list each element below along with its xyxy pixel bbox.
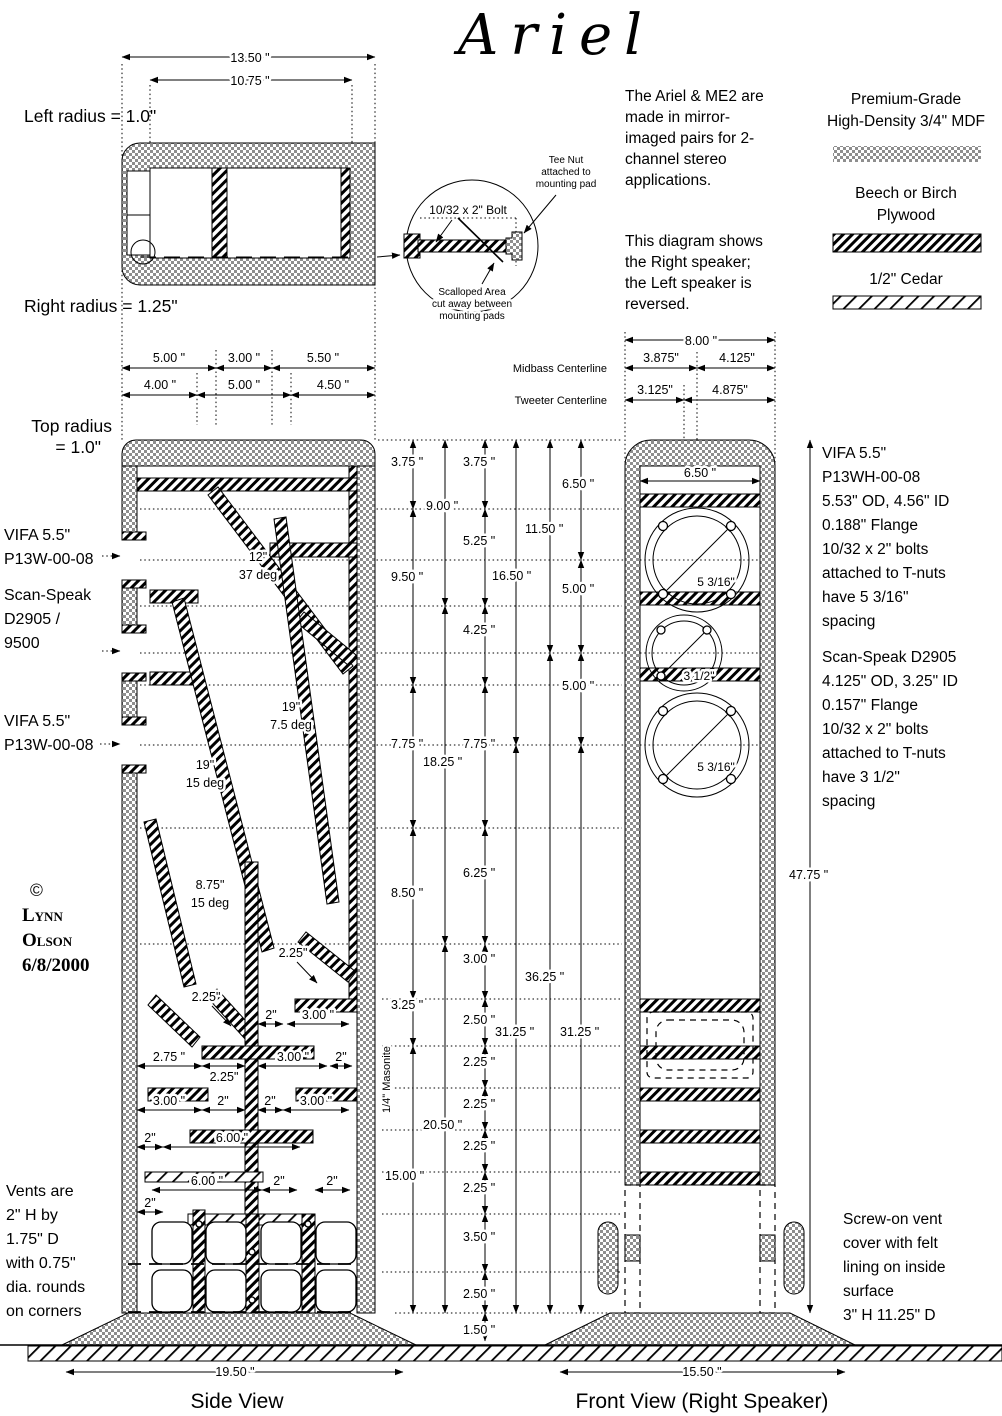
scan-spec-4: 10/32 x 2" bolts — [822, 721, 929, 738]
note-shows-3: the Left speaker is — [625, 275, 752, 292]
dim-c3-14: 1.50 " — [463, 1323, 496, 1337]
vifa-spec-5: 10/32 x 2" bolts — [822, 541, 929, 558]
midbass1-bolt-dim: 5 3/16" — [697, 575, 735, 589]
legend-plywood-swatch — [833, 234, 981, 252]
screw-3 — [249, 1249, 255, 1255]
side-front-wall-4 — [122, 773, 137, 1313]
dim-c3-10: 2.25 " — [463, 1139, 496, 1153]
front-bar-2 — [640, 1046, 760, 1059]
notes — [625, 88, 764, 313]
vifa1-label-1: VIFA 5.5" — [4, 527, 71, 544]
legend-mdf-swatch — [833, 146, 981, 162]
front-wall-patch-left — [625, 1235, 640, 1261]
bolt-shaft — [418, 240, 516, 252]
vent-cover-note-1: Screw-on vent — [843, 1211, 943, 1228]
top-view-brace — [212, 168, 227, 258]
lab-dim-11: 3.00 " — [299, 1094, 333, 1108]
top-radius-label-2: = 1.0" — [55, 437, 101, 457]
dim-c1-5: 3.25 " — [391, 998, 424, 1012]
dim-c3-11: 2.25 " — [463, 1181, 496, 1195]
title-block — [453, 3, 654, 68]
dim-c5-2: 36.25 " — [525, 970, 565, 984]
dim-c1-1: 3.75 " — [391, 455, 424, 469]
lab-dim-8: 3.00 " — [152, 1094, 186, 1108]
midbass-right-dim: 4.125" — [719, 351, 755, 365]
note-mirror-1: The Ariel & ME2 are — [625, 88, 764, 105]
tweeter-centerline-label: Tweeter Centerline — [514, 395, 607, 407]
dim-c3-4: 7.75 " — [463, 737, 496, 751]
note-mirror-5: applications. — [625, 172, 712, 189]
lab-dim-17: 2" — [144, 1196, 156, 1210]
note-mirror-4: channel stereo — [625, 151, 727, 168]
legend-plywood-label-1: Beech or Birch — [855, 185, 957, 202]
vents-note-2: 2" H by — [6, 1207, 58, 1224]
panel12-label-1: 12" — [248, 550, 268, 564]
front-bar-3 — [640, 1088, 760, 1101]
scallop-label-1: Scalloped Area — [438, 287, 506, 298]
legend-cedar-swatch — [833, 296, 981, 309]
scan-spec-6: have 3 1/2" — [822, 769, 900, 786]
scanspeak-label-1: Scan-Speak — [4, 587, 92, 604]
driver-specs — [822, 445, 958, 1324]
tweeter-left-dim: 3.125" — [637, 383, 673, 397]
front-plinth — [545, 1313, 855, 1345]
legend-plywood-label-2: Plywood — [876, 207, 936, 224]
lab-dim-14: 6.00 " — [190, 1174, 224, 1188]
left-driver-labels — [4, 527, 120, 754]
vents-note — [5, 1183, 85, 1320]
vent-6 — [206, 1270, 246, 1312]
scallop-label-2: cut away between — [431, 299, 513, 310]
top-shelf — [137, 478, 357, 491]
vifa-spec-7: have 5 3/16" — [822, 589, 909, 606]
side-dim-r1b: 3.00 " — [227, 351, 261, 365]
front-view-label: Front View (Right Speaker) — [575, 1390, 829, 1413]
lab-dim-5: 2.25" — [209, 1070, 239, 1084]
scanspeak-label-2: D2905 / — [4, 611, 61, 628]
front-bar-5 — [640, 1172, 760, 1185]
dim-c3-13: 2.50 " — [463, 1287, 496, 1301]
side-dim-r2c: 4.50 " — [316, 378, 350, 392]
vifa-spec-3: 5.53" OD, 4.56" ID — [822, 493, 950, 510]
vifa-spec-4: 0.188" Flange — [822, 517, 918, 534]
side-top-cap — [122, 440, 375, 466]
side-view-label: Side View — [190, 1390, 284, 1413]
bar-center-2 — [190, 1130, 313, 1143]
front-view — [545, 440, 855, 1345]
vent-cover-note-3: lining on inside — [843, 1259, 946, 1276]
dim-c3-3: 4.25 " — [463, 623, 496, 637]
scan-spec-5: attached to T-nuts — [822, 745, 946, 762]
panel19a-label-2: 7.5 deg — [270, 718, 312, 732]
mounting-detail — [404, 155, 596, 322]
side-dim-r2a: 4.00 " — [143, 378, 177, 392]
tweeter-right-dim: 4.875" — [712, 383, 748, 397]
front-shelf-1 — [640, 494, 760, 507]
floor — [0, 1345, 1002, 1361]
side-front-wall-2 — [122, 588, 137, 625]
note-mirror-2: made in mirror- — [625, 109, 731, 126]
top-view-inner-width: 10.75 " — [230, 74, 270, 88]
copyright-name-1: Lynn — [22, 905, 63, 926]
lab-dim-3: 3.00 " — [301, 1008, 335, 1022]
side-back-wall — [357, 466, 375, 1313]
vifa2-label-2: P13W-00-08 — [4, 737, 94, 754]
note-shows-4: reversed. — [625, 296, 690, 313]
tee-nut-label-1: Tee Nut — [548, 155, 584, 166]
vent-cover-note-5: 3" H 11.25" D — [843, 1307, 936, 1324]
front-bar-1 — [640, 999, 760, 1012]
vifa1-label-2: P13W-00-08 — [4, 551, 94, 568]
dim-c3-9: 2.25 " — [463, 1097, 496, 1111]
top-radius-label-1: Top radius — [31, 416, 112, 436]
panel12-label-2: 37 deg — [238, 568, 278, 582]
lab-dim-12: 2" — [144, 1131, 156, 1145]
lab-dim-7: 2" — [335, 1050, 347, 1064]
scan-spec-2: 4.125" OD, 3.25" ID — [822, 673, 958, 690]
tee-nut-label-3: mounting pad — [535, 179, 597, 190]
footer — [66, 1365, 845, 1413]
dim-height-overall: 47.75 " — [789, 868, 829, 882]
vifa-spec-1: VIFA 5.5" — [822, 445, 887, 462]
vifa2-label-1: VIFA 5.5" — [4, 713, 71, 730]
lab-dim-16: 2" — [326, 1174, 338, 1188]
scallop-label-3: mounting pads — [439, 311, 505, 322]
panel19b-label-1: 19" — [195, 758, 215, 772]
vifa-spec-8: spacing — [822, 613, 876, 630]
pad-1b — [122, 580, 146, 588]
tee-nut-label-2: attached to — [541, 167, 591, 178]
scanspeak-label-3: 9500 — [4, 635, 40, 652]
dim-c2-2: 18.25 " — [423, 755, 463, 769]
vent-cover-right — [784, 1222, 804, 1294]
legend-mdf-label-2: High-Density 3/4" MDF — [827, 113, 985, 130]
pad-2a — [122, 625, 146, 633]
note-mirror-3: imaged pairs for 2- — [625, 130, 755, 147]
scan-spec-3: 0.157" Flange — [822, 697, 918, 714]
center-divider — [245, 862, 258, 1214]
copyright-name-2: Olson — [22, 930, 73, 951]
material-legend — [827, 91, 985, 309]
midbass-centerline-label: Midbass Centerline — [512, 363, 607, 375]
top-view-port — [127, 171, 150, 255]
lab-dim-1: 2.25" — [191, 990, 221, 1004]
vifa-spec-2: P13WH-00-08 — [822, 469, 921, 486]
vents-note-5: dia. rounds — [6, 1279, 86, 1296]
screw-4 — [249, 1297, 255, 1303]
side-dim-r1a: 5.00 " — [152, 351, 186, 365]
dim-c4-1: 16.50 " — [492, 569, 532, 583]
vifa-spec-6: attached to T-nuts — [822, 565, 946, 582]
midbass-left-dim: 3.875" — [643, 351, 679, 365]
vent-8 — [316, 1270, 356, 1312]
lab-dim-2: 2" — [265, 1008, 277, 1022]
vents-note-3: 1.75" D — [6, 1231, 59, 1248]
side-front-wall-1 — [122, 466, 137, 532]
vent-5 — [152, 1270, 192, 1312]
vent-cover-note-4: surface — [843, 1283, 894, 1300]
bolt-label: 10/32 x 2" Bolt — [429, 203, 507, 217]
note-shows-1: This diagram shows — [625, 233, 763, 250]
front-cavity — [640, 466, 760, 1185]
pad-3b — [122, 765, 146, 773]
pad-2b — [122, 673, 146, 681]
front-overall-width-dim: 15.50 " — [682, 1365, 722, 1379]
dim-c6-3: 5.00 " — [562, 679, 595, 693]
vent-1 — [152, 1222, 192, 1264]
floor-hatch — [28, 1346, 1002, 1361]
lab-dim-10: 2" — [264, 1094, 276, 1108]
side-dim-r1c: 5.50 " — [306, 351, 340, 365]
copyright-date: 6/8/2000 — [22, 955, 90, 976]
vent-4 — [316, 1222, 356, 1264]
top-view-outer-width: 13.50 " — [230, 51, 270, 65]
legend-cedar-label: 1/2" Cedar — [869, 271, 943, 288]
copyright — [22, 880, 90, 976]
top-view — [24, 51, 400, 316]
panel875-label-2: 15 deg — [190, 896, 230, 910]
front-wall-patch-right — [760, 1235, 775, 1261]
dim-c6-4: 31.25 " — [560, 1025, 600, 1039]
dim-c3-8: 2.25 " — [463, 1055, 496, 1069]
midbass2-bolt-dim: 5 3/16" — [697, 760, 735, 774]
dim-c3-5: 6.25 " — [463, 866, 496, 880]
dim-c1-3: 7.75 " — [391, 737, 424, 751]
lab-dim-4: 2.75 " — [152, 1050, 186, 1064]
tee-nut — [506, 232, 522, 260]
screw-2 — [305, 1221, 311, 1227]
front-bar-4 — [640, 1130, 760, 1143]
panel-875-15deg — [144, 819, 196, 987]
dim-c5-1: 11.50 " — [525, 522, 564, 536]
dim-c4-2: 31.25 " — [495, 1025, 535, 1039]
lab-dim-6: 3.00 " — [276, 1050, 310, 1064]
dim-c6-1: 6.50 " — [562, 477, 595, 491]
panel875-label-1: 8.75" — [195, 878, 225, 892]
pad-1a — [122, 532, 146, 540]
dim-c3-2: 5.25 " — [463, 534, 496, 548]
vents-note-6: on corners — [6, 1303, 82, 1320]
vent-3 — [261, 1222, 301, 1264]
tweeter-bolt-dim: 3 1/2" — [683, 669, 715, 683]
note-shows-2: the Right speaker; — [625, 254, 751, 271]
right-radius-label: Right radius = 1.25" — [24, 296, 178, 316]
dim-c3-7: 2.50 " — [463, 1013, 496, 1027]
side-dim-r2b: 5.00 " — [227, 378, 261, 392]
vents-note-4: with 0.75" — [6, 1255, 76, 1272]
top-view-back-liner — [341, 168, 350, 258]
lab-dim-13: 6.00 " — [215, 1131, 249, 1145]
pad-3a — [122, 717, 146, 725]
scan-spec-1: Scan-Speak D2905 — [822, 649, 957, 666]
lab-dim-0: 2.25" — [278, 946, 308, 960]
side-plinth — [62, 1313, 416, 1345]
vents-note-1: Vents are — [6, 1183, 74, 1200]
lab-dim-15: 2" — [273, 1174, 285, 1188]
dim-c2-3: 20.50 " — [423, 1118, 463, 1132]
copyright-symbol: © — [30, 880, 43, 900]
screw-1 — [196, 1221, 202, 1227]
legend-mdf-label-1: Premium-Grade — [850, 91, 962, 108]
vent-2 — [206, 1222, 246, 1264]
side-front-wall-3 — [122, 681, 137, 717]
vent-cover-note-2: cover with felt — [843, 1235, 938, 1252]
vent-7 — [261, 1270, 301, 1312]
dim-c1-6: 15.00 " — [385, 1169, 425, 1183]
panel19a-label-1: 19" — [281, 700, 301, 714]
side-view — [62, 440, 416, 1345]
top-view-cavity — [150, 168, 350, 258]
dim-c3-6: 3.00 " — [463, 952, 496, 966]
left-radius-label: Left radius = 1.0" — [24, 106, 157, 126]
front-overall-width: 8.00 " — [684, 334, 718, 348]
dim-c6-2: 5.00 " — [562, 582, 595, 596]
dim-c2-1: 9.00 " — [426, 499, 459, 513]
dim-c3-12: 3.50 " — [463, 1230, 496, 1244]
scan-spec-7: spacing — [822, 793, 876, 810]
lab-dim-9: 2" — [217, 1094, 229, 1108]
dim-c1-2: 9.50 " — [391, 570, 424, 584]
front-inner-width: 6.50 " — [683, 466, 717, 480]
dim-c3-1: 3.75 " — [463, 455, 496, 469]
vent-cover-left — [598, 1222, 618, 1294]
dim-c1-4: 8.50 " — [391, 886, 424, 900]
page-title: Ariel — [457, 3, 655, 68]
panel19b-label-2: 15 deg — [185, 776, 225, 790]
side-overall-width: 19.50 " — [215, 1365, 255, 1379]
masonite-label: 1/4" Masonite — [381, 1046, 393, 1113]
